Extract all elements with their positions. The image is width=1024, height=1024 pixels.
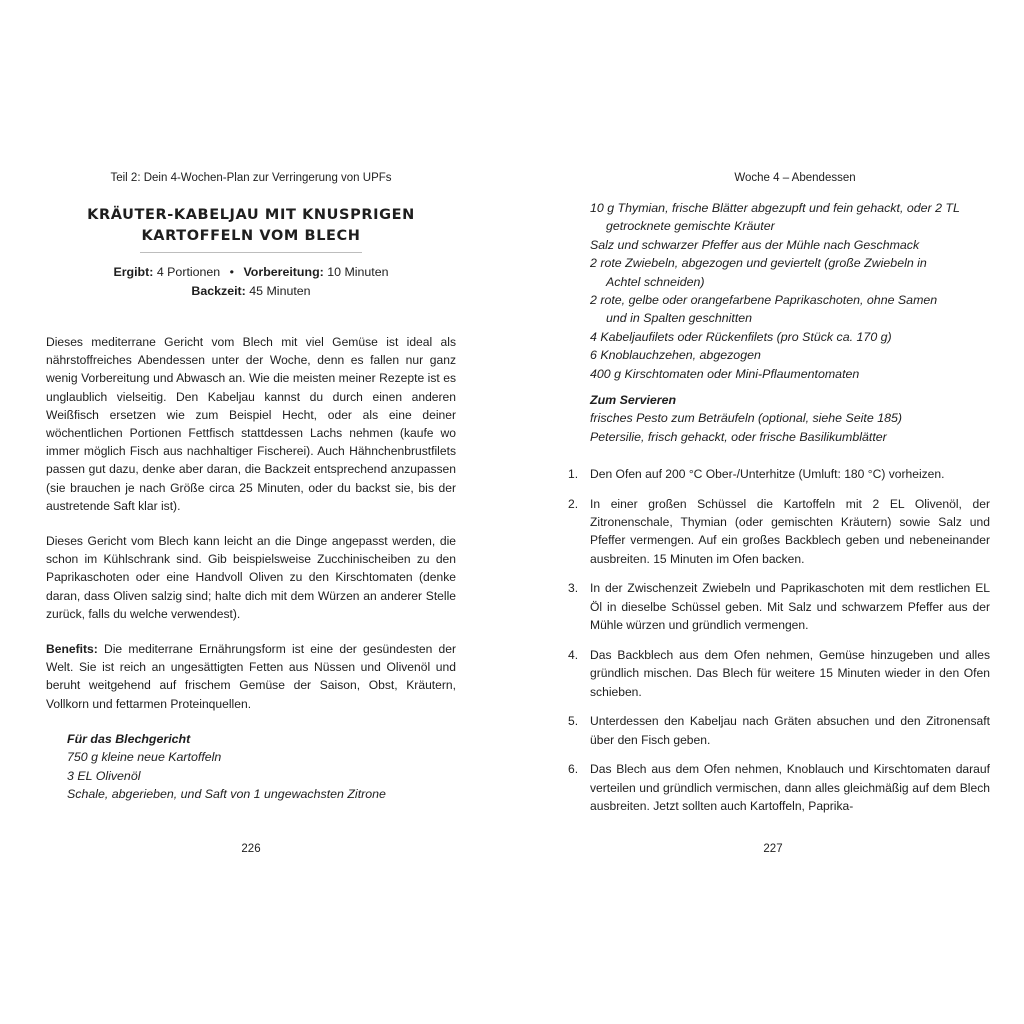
step-text: Das Blech aus dem Ofen nehmen, Knoblauch und Kirschtomaten darauf verteilen und gründlich vermischen, dann alles gleichmäßig auf dem Blech ausbreiten. Jetzt sollten auch Kartoffeln, Paprika-: [590, 762, 990, 814]
recipe-title-line-1: KRÄUTER-KABELJAU MIT KNUSPRIGEN: [87, 207, 415, 223]
method-step: [560, 465, 990, 483]
step-number: 5.: [568, 714, 579, 729]
bake-label: Backzeit:: [191, 284, 246, 298]
intro-paragraph-2: Dieses Gericht vom Blech kann leicht an die Dinge angepasst werden, die schon im Kühlschrank sind. Gib beispielsweise Zucchinischeiben zu den Paprikaschoten oder eine Handvoll Oliven zu den Kirschtomaten (denke daran, dass Oliven salzig sind; halte dich mit dem Würzen an anderer Stelle zurück, falls du welche verwendest).: [46, 534, 456, 621]
step-number: 6.: [568, 762, 579, 777]
step-text: In einer großen Schüssel die Kartoffeln mit 2 EL Olivenöl, der Zitronenschale, Thymian (oder gemischten Kräutern) sowie Salz und Pfeffer vermengen. Auf ein großes Backblech geben und nebeneinander ausbreiten. 15 Minuten im Ofen backen.: [590, 496, 990, 566]
benefits-text: Die mediterrane Ernährungsform ist eine der gesündesten der Welt. Sie ist reich an ungesättigten Fetten aus Nüssen und Olivenöl und beruht weitgehend auf frischem Gemüse der Saison, Obst, Kräutern, Vollkorn und fettarmen Proteinquellen.: [46, 642, 456, 711]
ingredient-item: 10 g Thymian, frische Blätter abgezupft und fein gehackt, oder 2 TL: [590, 201, 960, 215]
recipe-title: [46, 205, 456, 247]
recipe-meta: [46, 263, 456, 301]
ingredient-item: 2 rote, gelbe oder orangefarbene Paprikaschoten, ohne Samen: [590, 293, 938, 308]
serving-heading: Zum Servieren: [590, 393, 677, 407]
bake-value: 45 Minuten: [249, 284, 311, 298]
ingredients-list: [67, 730, 467, 804]
step-number: 2.: [568, 496, 579, 511]
ingredients-continued: [590, 199, 1010, 383]
ingredient-item: 3 EL Olivenöl: [67, 768, 141, 783]
ingredient-item: 6 Knoblauchzehen, abgezogen: [590, 348, 761, 363]
step-text: Unterdessen den Kabeljau nach Gräten absuchen und den Zitronensaft über den Fisch geben.: [590, 714, 990, 747]
serving-item: Petersilie, frisch gehackt, oder frische Basilikumblätter: [590, 429, 887, 444]
method-step: [560, 712, 990, 749]
benefits-paragraph: [46, 640, 456, 713]
step-number: 1.: [568, 467, 579, 481]
prep-label: Vorbereitung:: [243, 265, 324, 279]
step-number: 4.: [568, 647, 579, 662]
page-number-right: 227: [763, 843, 783, 855]
step-text: Das Backblech aus dem Ofen nehmen, Gemüse hinzugeben und alles gründlich mischen. Das Blech für weitere 15 Minuten wieder in den Ofen schieben.: [590, 647, 990, 699]
ingredient-item: Schale, abgerieben, und Saft von 1 ungewachsten Zitrone: [67, 787, 386, 802]
yield-label: Ergibt:: [113, 265, 154, 279]
method-step: [560, 495, 990, 569]
right-page: [512, 0, 1024, 1024]
meta-line-1: [46, 263, 456, 282]
recipe-title-line-2: KARTOFFELN VOM BLECH: [141, 228, 361, 244]
ingredient-item: 400 g Kirschtomaten oder Mini-Pflaumentomaten: [590, 366, 860, 381]
ingredient-item: 4 Kabeljaufilets oder Rückenfilets (pro Stück ca. 170 g): [590, 329, 892, 344]
meta-line-2: [46, 282, 456, 301]
running-head-right: Woche 4 – Abendessen: [734, 172, 856, 184]
method-step: [560, 646, 990, 701]
method-step: [560, 579, 990, 634]
ingredient-item-continuation: Achtel schneiden): [606, 274, 705, 289]
serving-item: frisches Pesto zum Beträufeln (optional, siehe Seite 185): [590, 411, 902, 426]
ingredient-item-continuation: und in Spalten geschnitten: [606, 311, 753, 326]
step-text: Den Ofen auf 200 °C Ober-/Unterhitze (Umluft: 180 °C) vorheizen.: [590, 467, 945, 481]
serving-list: [590, 391, 1010, 446]
benefits-label: Benefits:: [46, 642, 98, 656]
step-number: 3.: [568, 581, 579, 596]
prep-value: 10 Minuten: [327, 265, 389, 279]
ingredient-item-continuation: getrocknete gemischte Kräuter: [606, 219, 775, 234]
page-number-left: 226: [241, 843, 261, 855]
ingredient-item: 2 rote Zwiebeln, abgezogen und geviertelt (große Zwiebeln in: [590, 256, 927, 271]
method-steps: [560, 465, 990, 827]
yield-value: 4 Portionen: [156, 265, 221, 279]
meta-bullet: •: [229, 265, 234, 279]
title-divider: [140, 252, 362, 253]
method-step: [560, 760, 990, 815]
ingredients-heading: Für das Blechgericht: [67, 732, 191, 746]
running-head-left: Teil 2: Dein 4-Wochen-Plan zur Verringerung von UPFs: [110, 172, 392, 184]
ingredient-item: 750 g kleine neue Kartoffeln: [67, 750, 222, 765]
ingredient-item: Salz und schwarzer Pfeffer aus der Mühle nach Geschmack: [590, 237, 920, 252]
intro-paragraph-1: Dieses mediterrane Gericht vom Blech mit viel Gemüse ist ideal als nährstoffreiches Abendessen unter der Woche, denn es fallen nur ganz wenig Vorbereitung und Abwasch an. Wie die meisten meiner Rezepte ist es unglaublich vielseitig. Den Kabeljau kannst du durch einen anderen Weißfisch ersetzen wie zum Beispiel Hecht, oder als eine deiner wöchentlichen Portionen Fettfisch stattdessen Lachs nehmen (kaufe wo immer möglich Fisch aus nachhaltiger Fischerei). Auch Hähnchenbrustfilets passen gut dazu, denke aber daran, die Backzeit entsprechend anzupassen (sie brauchen je nach Größe circa 25 Minuten, oder du backst sie, bis der austretende Saft klar ist).: [46, 335, 456, 513]
step-text: In der Zwischenzeit Zwiebeln und Paprikaschoten mit dem restlichen EL Öl in dieselbe Schüssel geben. Mit Salz und schwarzem Pfeffer aus der Mühle würzen und gründlich vermengen.: [590, 581, 990, 633]
